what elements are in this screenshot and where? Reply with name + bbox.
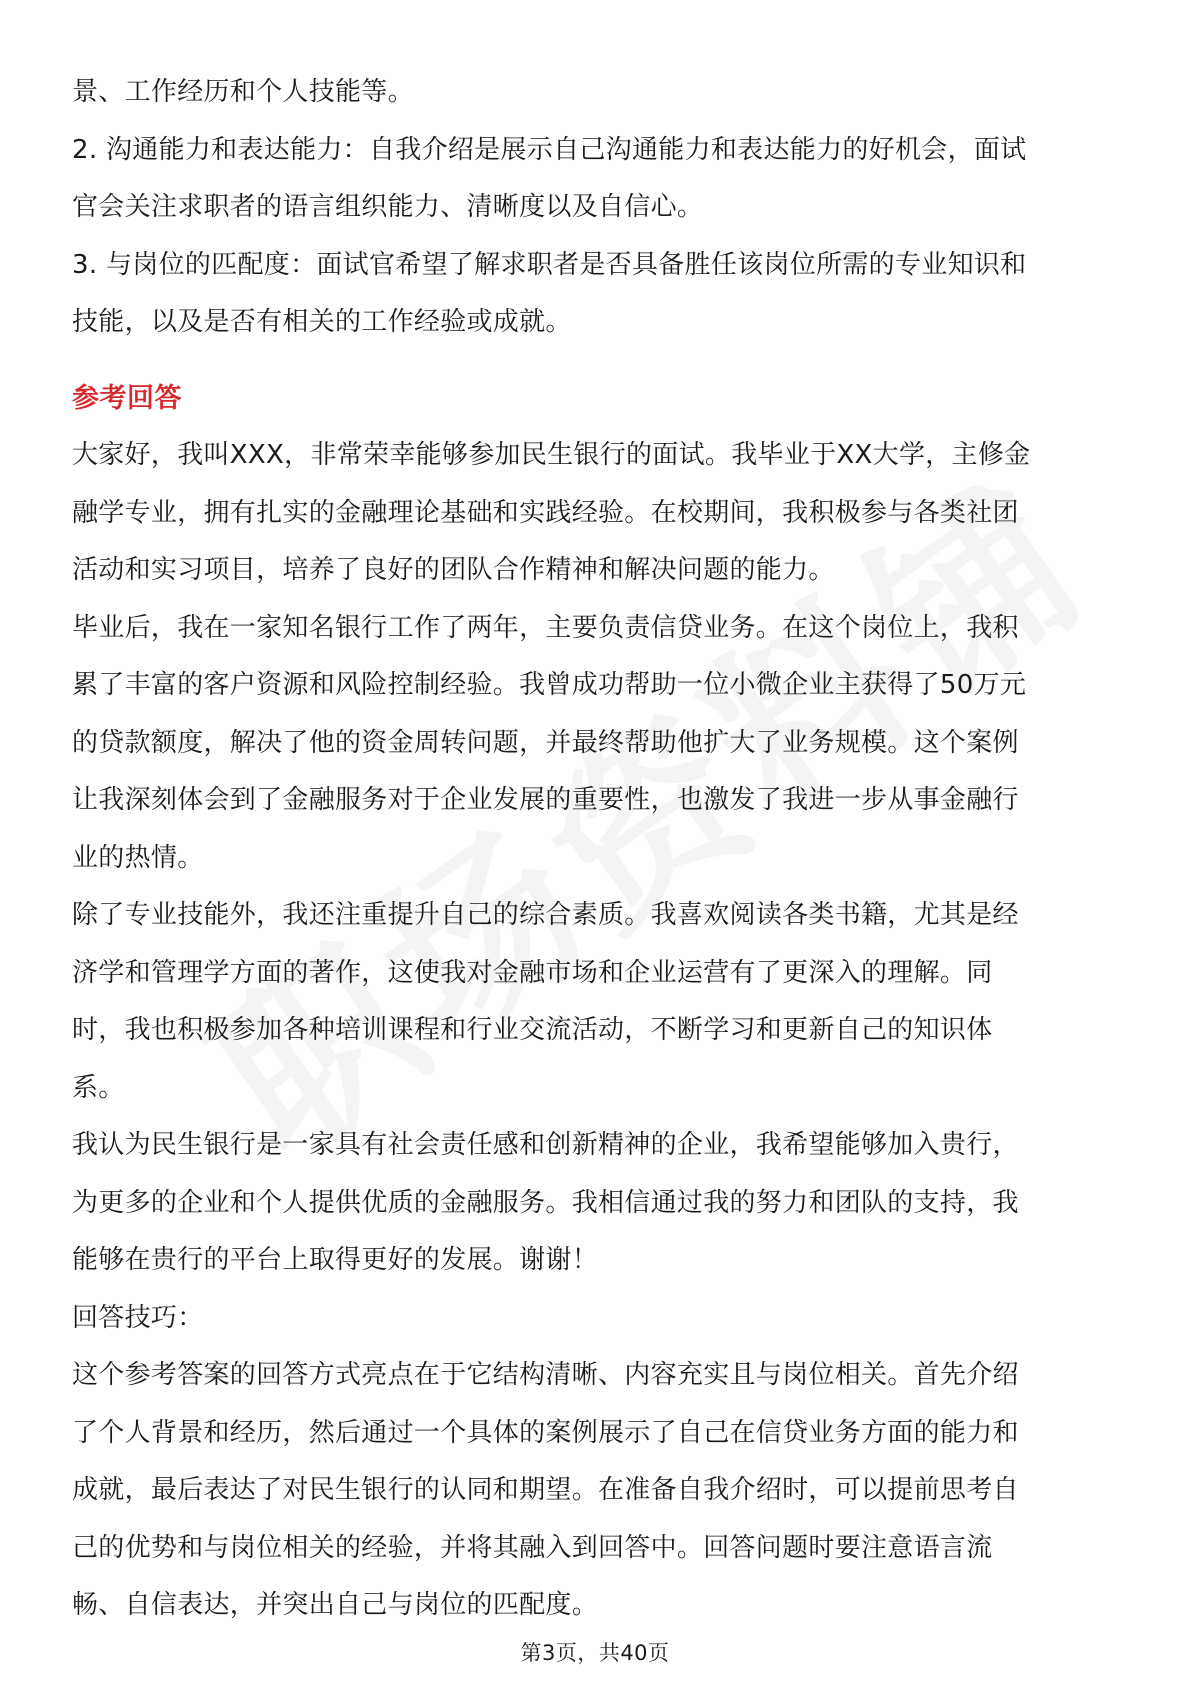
answer-tips-heading: 回答技巧： xyxy=(72,1302,204,1333)
text-line: 为更多的企业和个人提供优质的金融服务。我相信通过我的努力和团队的支持，我 xyxy=(72,1187,1019,1218)
answer-tips-section xyxy=(72,1347,1132,1635)
text-line: 能够在贵行的平台上取得更好的发展。谢谢！ xyxy=(72,1245,599,1275)
text-line: 时，我也积极参加各种培训课程和行业交流活动，不断学习和更新自己的知识体 xyxy=(72,1015,993,1045)
reference-answer-heading: 参考回答 xyxy=(72,382,182,414)
text-line: 己的优势和与岗位相关的经验，并将其融入到回答中。回答问题时要注意语言流 xyxy=(72,1532,993,1563)
text-line: 让我深刻体会到了金融服务对于企业发展的重要性，也激发了我进一步从事金融行 xyxy=(72,785,1019,815)
text-line: 济学和管理学方面的著作，这使我对金融市场和企业运营有了更深入的理解。同 xyxy=(72,957,993,988)
text-line: 3. 与岗位的匹配度：面试官希望了解求职者是否具备胜任该岗位所需的专业知识和 xyxy=(72,249,1027,280)
text-line: 融学专业，拥有扎实的金融理论基础和实践经验。在校期间，我积极参与各类社团 xyxy=(72,497,1019,528)
text-line: 畅、自信表达，并突出自己与岗位的匹配度。 xyxy=(72,1590,599,1620)
page-number: 第3页，共40页 xyxy=(520,1641,670,1665)
intro-section xyxy=(72,64,1132,352)
text-line: 我认为民生银行是一家具有社会责任感和创新精神的企业，我希望能够加入贵行， xyxy=(72,1130,1019,1160)
text-line: 官会关注求职者的语言组织能力、清晰度以及自信心。 xyxy=(72,192,704,222)
text-line: 成就，最后表达了对民生银行的认同和期望。在准备自我介绍时，可以提前思考自 xyxy=(72,1475,1019,1505)
text-line: 大家好，我叫XXX，非常荣幸能够参加民生银行的面试。我毕业于XX大学，主修金 xyxy=(72,440,1031,470)
text-line: 景、工作经历和个人技能等。 xyxy=(72,77,414,107)
text-line: 的贷款额度，解决了他的资金周转问题，并最终帮助他扩大了业务规模。这个案例 xyxy=(72,727,1019,758)
text-line: 毕业后，我在一家知名银行工作了两年，主要负责信贷业务。在这个岗位上，我积 xyxy=(72,612,1019,643)
reference-answer-section xyxy=(72,427,1132,1290)
text-line: 累了丰富的客户资源和风险控制经验。我曾成功帮助一位小微企业主获得了50万元 xyxy=(72,670,1027,700)
text-line: 了个人背景和经历，然后通过一个具体的案例展示了自己在信贷业务方面的能力和 xyxy=(72,1417,1019,1448)
text-line: 业的热情。 xyxy=(72,842,204,873)
document-page xyxy=(72,64,1132,1635)
text-line: 系。 xyxy=(72,1072,125,1103)
text-line: 活动和实习项目，培养了良好的团队合作精神和解决问题的能力。 xyxy=(72,555,835,585)
text-line: 除了专业技能外，我还注重提升自己的综合素质。我喜欢阅读各类书籍，尤其是经 xyxy=(72,900,1019,930)
text-line: 技能，以及是否有相关的工作经验或成就。 xyxy=(72,307,572,337)
text-line: 这个参考答案的回答方式亮点在于它结构清晰、内容充实且与岗位相关。首先介绍 xyxy=(72,1360,1019,1390)
text-line: 2. 沟通能力和表达能力：自我介绍是展示自己沟通能力和表达能力的好机会，面试 xyxy=(72,134,1027,165)
